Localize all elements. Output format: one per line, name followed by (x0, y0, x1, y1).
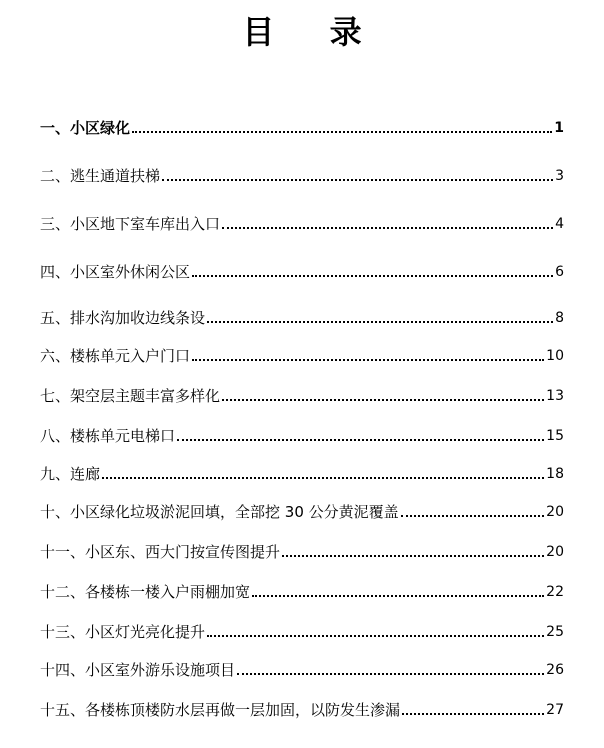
toc-entry-text: 十四、小区室外游乐设施项目 (40, 661, 236, 679)
toc-entry-3 (40, 212, 564, 234)
toc-entry-text: 四、小区室外休闲公区 (40, 263, 191, 281)
toc-page-number: 1 (554, 120, 564, 136)
toc-entry-text: 十五、各楼栋顶楼防水层再做一层加固，以防发生渗漏 (40, 701, 401, 719)
toc-entry-text: 二、逃生通道扶梯 (40, 167, 161, 185)
toc-page-number: 13 (546, 388, 564, 404)
dot-leader (177, 439, 544, 441)
toc-page-number: 10 (546, 348, 564, 364)
dot-leader (102, 477, 544, 479)
toc-entry-8 (40, 424, 564, 446)
toc-entry-text: 十、小区绿化垃圾淤泥回填，全部挖 30 公分黄泥覆盖 (40, 503, 399, 521)
dot-leader (282, 555, 544, 557)
dot-leader (132, 131, 552, 133)
toc-entry-text: 十一、小区东、西大门按宣传图提升 (40, 543, 281, 561)
toc-entry-1 (40, 116, 564, 138)
toc-entry-text: 五、排水沟加收边线条设 (40, 309, 206, 327)
toc-page-number: 6 (555, 264, 564, 280)
dot-leader (192, 359, 544, 361)
toc-entry-text: 七、架空层主题丰富多样化 (40, 387, 221, 405)
toc-page-number: 27 (546, 702, 564, 718)
toc-entry-9 (40, 462, 564, 484)
toc-page-number: 20 (546, 504, 564, 520)
toc-entry-5 (40, 306, 564, 328)
toc-page-number: 25 (546, 624, 564, 640)
toc-entry-15 (40, 698, 564, 720)
toc-entry-text: 六、楼栋单元入户门口 (40, 347, 191, 365)
dot-leader (252, 595, 544, 597)
toc-page-number: 26 (546, 662, 564, 678)
toc-page-number: 15 (546, 428, 564, 444)
toc-entry-13 (40, 620, 564, 642)
toc-entry-7 (40, 384, 564, 406)
toc-page-number: 18 (546, 466, 564, 482)
dot-leader (207, 635, 544, 637)
toc-page-number: 22 (546, 584, 564, 600)
toc-entry-11 (40, 540, 564, 562)
dot-leader (162, 179, 553, 181)
toc-entry-2 (40, 164, 564, 186)
dot-leader (192, 275, 553, 277)
dot-leader (222, 227, 553, 229)
toc-entry-10 (40, 500, 564, 522)
toc-page-number: 3 (555, 168, 564, 184)
dot-leader (222, 399, 544, 401)
toc-entry-6 (40, 344, 564, 366)
toc-entry-text: 一、小区绿化 (40, 119, 131, 137)
toc-entry-12 (40, 580, 564, 602)
toc-entry-14 (40, 658, 564, 680)
toc-entry-text: 十三、小区灯光亮化提升 (40, 623, 206, 641)
toc-page-number: 8 (555, 310, 564, 326)
dot-leader (401, 515, 545, 517)
dot-leader (402, 713, 544, 715)
toc-entry-4 (40, 260, 564, 282)
toc-entry-text: 十二、各楼栋一楼入户雨棚加宽 (40, 583, 251, 601)
page-title: 目 录 (242, 13, 384, 51)
toc-page-number: 20 (546, 544, 564, 560)
toc-page-number: 4 (555, 216, 564, 232)
toc-entry-text: 三、小区地下室车库出入口 (40, 215, 221, 233)
toc-entry-text: 九、连廊 (40, 465, 101, 483)
dot-leader (207, 321, 553, 323)
dot-leader (237, 673, 544, 675)
toc-entry-text: 八、楼栋单元电梯口 (40, 427, 176, 445)
